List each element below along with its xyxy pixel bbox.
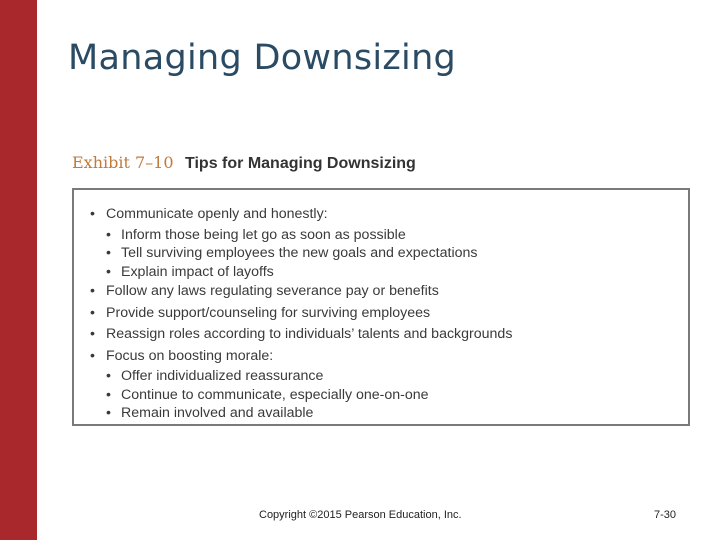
- bullet-icon: •: [90, 326, 95, 342]
- bullet-icon: •: [106, 368, 111, 384]
- footer-copyright: Copyright ©2015 Pearson Education, Inc.: [259, 509, 462, 521]
- tip-item: [90, 324, 512, 346]
- sub-tip-item: [106, 226, 512, 245]
- bullet-icon: •: [90, 304, 95, 321]
- bullet-icon: •: [90, 347, 95, 364]
- slide-title: Managing Downsizing: [68, 38, 457, 78]
- sub-tip-text: Offer individualized reassurance: [121, 368, 324, 384]
- tip-item: [90, 346, 512, 423]
- tip-text: Focus on boosting morale:: [106, 347, 274, 364]
- sub-tip-item: [106, 367, 512, 386]
- bullet-icon: •: [106, 226, 111, 243]
- tip-text: Provide support/counseling for surviving employees: [106, 304, 431, 321]
- tip-item: [90, 281, 512, 303]
- sub-tips-list: [106, 226, 512, 282]
- sub-tip-text: Inform those being let go as soon as possible: [121, 226, 406, 243]
- sub-tip-item: [106, 263, 512, 282]
- tip-text: Communicate openly and honestly:: [106, 206, 328, 222]
- sub-tip-item: [106, 404, 512, 423]
- sub-tip-item: [106, 386, 512, 405]
- bullet-icon: •: [106, 245, 111, 261]
- left-accent-bar: [0, 0, 37, 540]
- bullet-icon: •: [90, 283, 95, 299]
- sub-tip-item: [106, 244, 512, 263]
- exhibit-title: Tips for Managing Downsizing: [185, 155, 416, 172]
- tips-list: [90, 204, 512, 423]
- sub-tip-text: Explain impact of layoffs: [121, 263, 274, 280]
- bullet-icon: •: [106, 263, 111, 280]
- tip-text: Reassign roles according to individuals’ talents and backgrounds: [106, 326, 513, 342]
- bullet-icon: •: [106, 386, 111, 403]
- bullet-icon: •: [90, 206, 95, 222]
- tip-item: [90, 303, 512, 325]
- page-number: 7-30: [654, 509, 677, 521]
- sub-tips-list: [106, 367, 512, 423]
- sub-tip-text: Remain involved and available: [121, 405, 314, 421]
- tip-text: Follow any laws regulating severance pay or benefits: [106, 283, 439, 299]
- sub-tip-text: Continue to communicate, especially one-on-one: [121, 386, 429, 403]
- tip-item: [90, 204, 512, 281]
- bullet-icon: •: [106, 405, 111, 421]
- exhibit-box: [72, 188, 690, 426]
- sub-tip-text: Tell surviving employees the new goals and expectations: [121, 245, 478, 261]
- exhibit-header: [72, 153, 416, 173]
- exhibit-label: Exhibit 7–10: [72, 153, 174, 172]
